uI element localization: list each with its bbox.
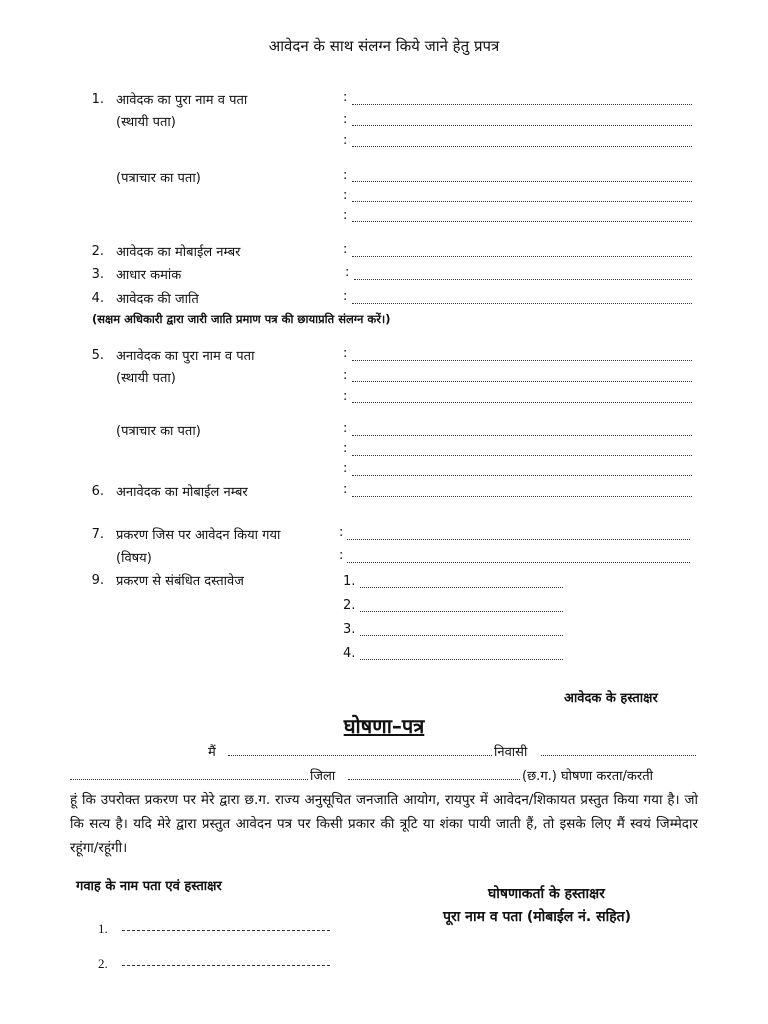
item-2-label: आवेदक का मोबाईल नम्बर: [116, 245, 241, 260]
item-7-label: प्रकरण जिस पर आवेदन किया गया: [116, 528, 281, 543]
item-1-label: आवेदक का पुरा नाम व पता: [116, 93, 248, 108]
witness-2-field[interactable]: [122, 965, 330, 966]
colon: :: [343, 90, 348, 105]
aadhaar-field[interactable]: [354, 279, 692, 280]
applicant-permanent-address-field-1[interactable]: [352, 125, 692, 126]
colon: :: [339, 548, 344, 563]
item-5-number: 5.: [91, 348, 104, 363]
colon: :: [343, 441, 348, 456]
item-1-permanent-address-label: (स्थायी पता): [116, 115, 176, 130]
resident-label: निवासी: [494, 745, 528, 760]
colon: :: [339, 525, 344, 540]
applicant-permanent-address-field-2[interactable]: [352, 146, 692, 147]
caste-certificate-note: (सक्षम अधिकारी द्वारा जारी जाति प्रमाण पत्र की छायाप्रति संलग्न करें।): [92, 312, 391, 326]
declarant-name-address-label: पूरा नाम व पता (मोबाईल नं. सहित): [443, 909, 632, 925]
item-7-subject-label: (विषय): [116, 551, 152, 566]
colon: :: [343, 208, 348, 223]
colon: :: [343, 188, 348, 203]
witness-heading: गवाह के नाम पता एवं हस्ताक्षर: [76, 879, 222, 894]
respondent-correspondence-address-field-1[interactable]: [352, 435, 692, 436]
colon: :: [343, 112, 348, 127]
colon: :: [343, 168, 348, 183]
applicant-correspondence-address-field-3[interactable]: [352, 221, 692, 222]
item-9-number: 9.: [91, 573, 104, 588]
colon: :: [345, 265, 350, 280]
caste-field[interactable]: [352, 303, 692, 304]
item-3-label: आधार कमांक: [116, 268, 182, 283]
item-9-label: प्रकरण से संबंधित दस्तावेज: [116, 574, 244, 589]
document-2-field[interactable]: [360, 611, 563, 612]
district-label: जिला: [310, 769, 336, 784]
witness-2-number: 2.: [98, 956, 108, 971]
witness-1-number: 1.: [98, 921, 108, 936]
district-field[interactable]: [348, 779, 520, 780]
applicant-signature-label: आवेदक के हस्ताक्षर: [564, 691, 658, 706]
respondent-correspondence-address-field-2[interactable]: [352, 455, 692, 456]
item-1-correspondence-address-label: (पत्राचार का पता): [116, 171, 201, 186]
place-field[interactable]: [70, 779, 308, 780]
document-4-number: 4.: [343, 646, 356, 661]
declarant-name-field[interactable]: [228, 755, 492, 756]
colon: :: [343, 389, 348, 404]
respondent-correspondence-address-field-3[interactable]: [352, 475, 692, 476]
item-4-number: 4.: [91, 291, 104, 306]
document-3-field[interactable]: [360, 635, 563, 636]
respondent-mobile-field[interactable]: [352, 496, 692, 497]
item-6-label: अनावेदक का मोबाईल नम्बर: [116, 485, 248, 500]
document-1-number: 1.: [343, 574, 356, 589]
item-5-permanent-address-label: (स्थायी पता): [116, 371, 176, 386]
applicant-correspondence-address-field-1[interactable]: [352, 181, 692, 182]
colon: :: [343, 133, 348, 148]
declaration-title: घोषणा–पत्र: [343, 714, 425, 738]
item-5-label: अनावेदक का पुरा नाम व पता: [116, 349, 255, 364]
declaration-main-label: मैं: [208, 745, 216, 760]
respondent-permanent-address-field-1[interactable]: [352, 381, 692, 382]
item-1-number: 1.: [91, 92, 104, 107]
applicant-name-field[interactable]: [352, 104, 692, 105]
colon: :: [343, 421, 348, 436]
item-4-label: आवेदक की जाति: [116, 292, 199, 307]
colon: :: [343, 346, 348, 361]
colon: :: [343, 242, 348, 257]
item-6-number: 6.: [91, 484, 104, 499]
respondent-name-field[interactable]: [352, 360, 692, 361]
declaration-state-text: (छ.ग.) घोषणा करता/करती: [522, 769, 653, 784]
colon: :: [343, 289, 348, 304]
colon: :: [343, 461, 348, 476]
colon: :: [343, 482, 348, 497]
document-1-field[interactable]: [360, 587, 563, 588]
witness-1-field[interactable]: [122, 930, 330, 931]
applicant-mobile-field[interactable]: [352, 256, 692, 257]
subject-field-1[interactable]: [347, 539, 690, 540]
resident-field[interactable]: [541, 755, 696, 756]
declarant-signature-label: घोषणाकर्ता के हस्ताक्षर: [488, 886, 605, 902]
document-3-number: 3.: [343, 622, 356, 637]
colon: :: [343, 368, 348, 383]
item-3-number: 3.: [91, 267, 104, 282]
document-2-number: 2.: [343, 598, 356, 613]
item-2-number: 2.: [91, 244, 104, 259]
form-title: आवेदन के साथ संलग्न किये जाने हेतु प्रपत्र: [268, 37, 500, 55]
declaration-paragraph: हूं कि उपरोक्त प्रकरण पर मेरे द्वारा छ.ग. राज्य अनुसूचित जनजाति आयोग, रायपुर में आवेदन/शिकायत प्रस्तुत किया गया है। जो कि सत्य है। यदि मेरे द्वारा प्रस्तुत आवेदन पत्र पर किसी प्रकार की त्रूटि या शंका पायी जाती हैं, तो इसके लिए मैं स्वयं जिम्मेदार रहूंगा/रहूंगी।: [70, 792, 698, 856]
item-7-number: 7.: [91, 527, 104, 542]
subject-field-2[interactable]: [347, 562, 690, 563]
respondent-permanent-address-field-2[interactable]: [352, 402, 692, 403]
applicant-correspondence-address-field-2[interactable]: [352, 201, 692, 202]
document-4-field[interactable]: [360, 659, 563, 660]
item-5-correspondence-address-label: (पत्राचार का पता): [116, 424, 201, 439]
